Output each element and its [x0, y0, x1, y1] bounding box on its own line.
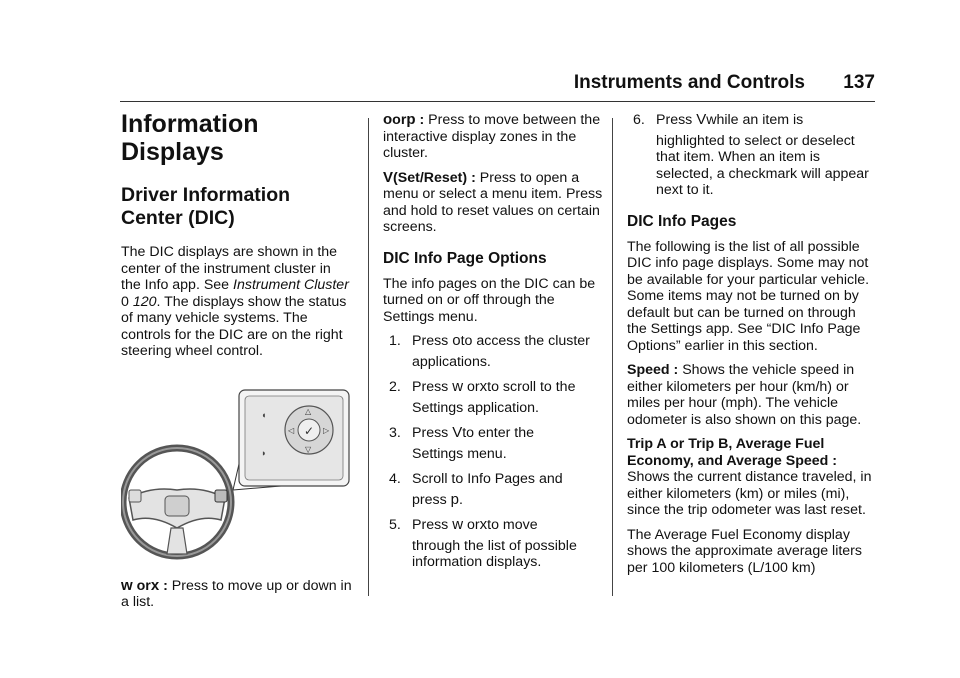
- set-reset-description: V(Set/Reset) : Press to open a menu or select a menu item. Press and hold to reset values on certain screens.: [383, 168, 603, 235]
- list-item: 1. Press oto access the cluster applications.: [389, 332, 590, 370]
- column-2: [383, 112, 609, 580]
- right-arrow-icon: p: [406, 111, 416, 128]
- up-arrow-icon: w: [452, 378, 464, 395]
- steps-list: [383, 333, 609, 571]
- header-rule: [120, 101, 875, 102]
- left-arrow-icon: o: [452, 332, 461, 349]
- steering-wheel-illustration: [121, 378, 353, 568]
- page-header: [0, 0, 960, 112]
- checkmark-icon: V: [452, 424, 463, 441]
- svg-text:△: △: [305, 406, 312, 416]
- down-arrow-icon: x: [479, 516, 488, 533]
- column-divider-2: [612, 118, 613, 596]
- subsection-heading: DIC Info Page Options: [383, 249, 547, 267]
- column-3: [627, 112, 879, 584]
- dic-intro-paragraph: The DIC displays are shown in the center of the instrument cluster in the Info app. See Instrument Cluster 0 120. The displays show the status of many vehicle systems. The controls for the DIC are on the right steering wheel control.: [121, 244, 349, 359]
- right-arrow-icon: p: [450, 490, 459, 508]
- column-divider-1: [368, 118, 369, 596]
- fuel-economy-description: The Average Fuel Economy display shows the approximate average liters per 100 kilometers (L/100 km): [627, 526, 863, 576]
- cross-ref-link[interactable]: Instrument Cluster: [233, 277, 349, 293]
- checkmark-icon: V: [383, 168, 394, 186]
- steps-list-continued: [627, 112, 879, 199]
- svg-text:◗: ◗: [261, 447, 267, 458]
- speed-description: Speed : Shows the vehicle speed in either kilometers per hour (km/h) or miles per hour (mph). The vehicle odometer is also shown on this page.: [627, 362, 862, 428]
- options-intro: The info pages on the DIC can be turned on or off through the Settings menu.: [383, 275, 596, 325]
- section-heading: Driver Information Center (DIC): [121, 184, 291, 229]
- svg-text:◁: ◁: [288, 425, 295, 435]
- page-ref-arrow-icon: 0: [121, 293, 129, 310]
- subsection-heading: DIC Info Pages: [627, 212, 737, 230]
- steering-wheel-icon: [121, 378, 353, 568]
- up-arrow-icon: w: [452, 516, 464, 533]
- list-item: 5. Press w orxto move through the list of possible information displays.: [389, 516, 577, 570]
- svg-text:▷: ▷: [323, 425, 330, 435]
- down-arrow-icon: x: [150, 576, 160, 594]
- svg-text:◖: ◖: [261, 409, 267, 420]
- down-arrow-icon: x: [479, 378, 488, 395]
- left-arrow-icon: o: [383, 111, 393, 128]
- updown-description: w orx : Press to move up or down in a list.: [121, 576, 352, 610]
- trip-description: Trip A or Trip B, Average Fuel Economy, and Average Speed : Shows the current distance traveled, in either kilometers (km) or miles (mi), since the trip odometer was last reset.: [627, 436, 872, 518]
- section-title: Instruments and Controls: [573, 72, 805, 93]
- svg-text:▽: ▽: [305, 444, 312, 454]
- leftright-description: oorp : Press to move between the interactive display zones in the cluster.: [383, 111, 601, 161]
- list-item: 3. Press Vto enter the Settings menu.: [389, 424, 535, 462]
- up-arrow-icon: w: [121, 576, 133, 594]
- column-1: [121, 112, 353, 619]
- page-ref[interactable]: 120: [132, 293, 157, 310]
- list-item: 6. Press Vwhile an item is highlighted to select or deselect that item. When an item is selected, a checkmark will appear next to it.: [633, 111, 869, 198]
- checkmark-icon: V: [696, 111, 707, 128]
- page-number: 137: [843, 72, 875, 93]
- info-pages-intro: The following is the list of all possible DIC info page displays. Some may not be available for your particular vehicle. Some items may not be turned on by default but can be turned on through the Settings app. See “DIC Info Page Options” earlier in this section.: [627, 238, 870, 354]
- page-heading: Information Displays: [121, 110, 259, 166]
- list-item: 2. Press w orxto scroll to the Settings application.: [389, 378, 576, 416]
- svg-text:✓: ✓: [304, 423, 315, 438]
- list-item: 4. Scroll to Info Pages and press p.: [389, 471, 563, 508]
